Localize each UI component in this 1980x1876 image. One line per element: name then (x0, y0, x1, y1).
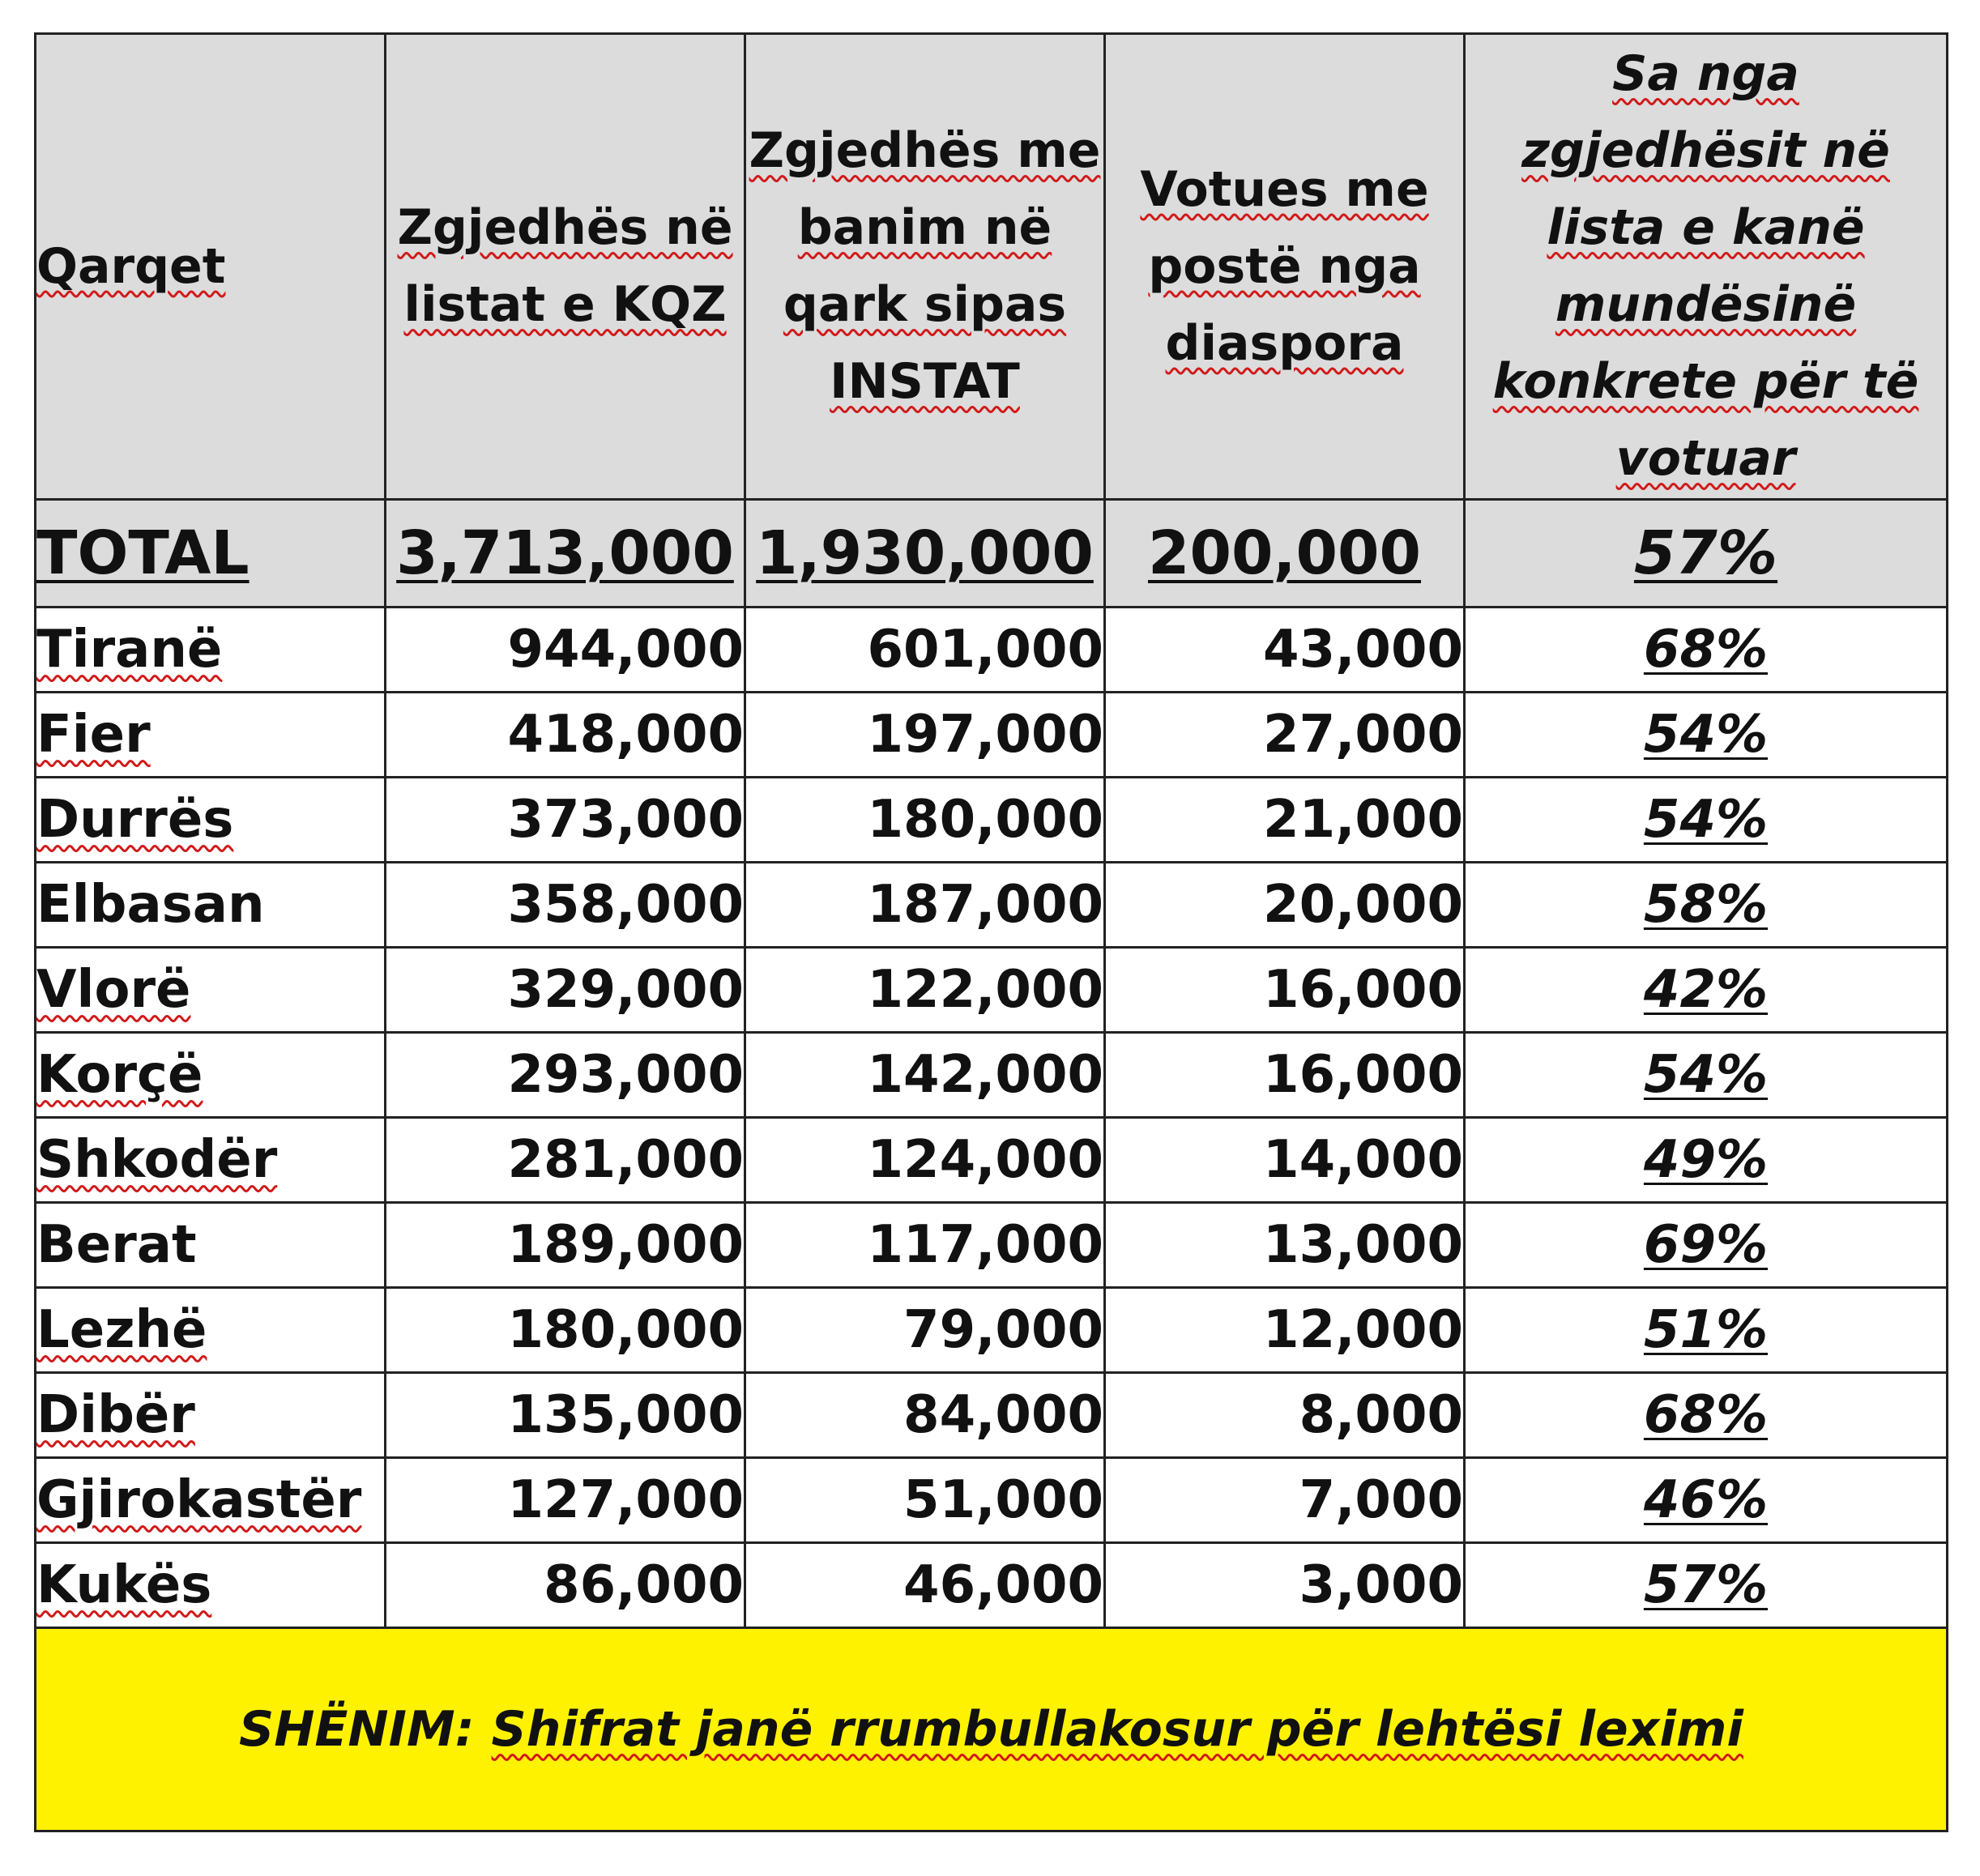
instat-cell: 46,000 (745, 1543, 1105, 1628)
share-cell: 42% (1465, 948, 1948, 1033)
share-cell: 54% (1465, 778, 1948, 863)
total-share: 57% (1465, 500, 1948, 608)
note-prefix: SHËNIM: (239, 1701, 475, 1758)
note-text: Shifrat janë rrumbullakosur për lehtësi leximi (491, 1701, 1743, 1758)
diaspora-cell: 7,000 (1105, 1458, 1465, 1543)
table-row (36, 778, 1948, 863)
share-cell: 51% (1465, 1288, 1948, 1373)
instat-cell: 142,000 (745, 1033, 1105, 1118)
total-instat: 1,930,000 (745, 500, 1105, 608)
instat-cell: 122,000 (745, 948, 1105, 1033)
share-cell: 58% (1465, 863, 1948, 948)
total-label: TOTAL (36, 500, 386, 608)
share-cell: 54% (1465, 693, 1948, 778)
qark-name: Gjirokastër (36, 1470, 362, 1530)
instat-cell: 124,000 (745, 1118, 1105, 1203)
header-instat: Zgjedhës me banim në qark sipas INSTAT (745, 34, 1105, 500)
qark-name: Berat (36, 1215, 197, 1275)
table-row (36, 608, 1948, 693)
qark-name: Kukës (36, 1555, 212, 1615)
qark-name: Tiranë (36, 620, 223, 680)
diaspora-cell: 16,000 (1105, 1033, 1465, 1118)
kqz-cell: 358,000 (386, 863, 745, 948)
header-qarqet: Qarqet (36, 34, 386, 500)
table-row (36, 693, 1948, 778)
qark-cell (36, 778, 386, 863)
table-row (36, 1033, 1948, 1118)
instat-cell: 601,000 (745, 608, 1105, 693)
kqz-cell: 180,000 (386, 1288, 745, 1373)
qark-name: Shkodër (36, 1130, 278, 1190)
diaspora-cell: 12,000 (1105, 1288, 1465, 1373)
qark-cell (36, 948, 386, 1033)
share-cell: 57% (1465, 1543, 1948, 1628)
table-row (36, 1288, 1948, 1373)
kqz-cell: 329,000 (386, 948, 745, 1033)
qark-name: Vlorë (36, 960, 191, 1020)
qark-cell (36, 1458, 386, 1543)
diaspora-cell: 43,000 (1105, 608, 1465, 693)
diaspora-cell: 20,000 (1105, 863, 1465, 948)
table-row (36, 1543, 1948, 1628)
qark-cell (36, 1373, 386, 1458)
kqz-cell: 944,000 (386, 608, 745, 693)
qark-cell (36, 1288, 386, 1373)
table-row (36, 1373, 1948, 1458)
diaspora-cell: 21,000 (1105, 778, 1465, 863)
diaspora-cell: 8,000 (1105, 1373, 1465, 1458)
qark-name: Elbasan (36, 875, 265, 935)
voters-table (34, 32, 1948, 1832)
diaspora-cell: 27,000 (1105, 693, 1465, 778)
total-row (36, 500, 1948, 608)
instat-cell: 197,000 (745, 693, 1105, 778)
diaspora-cell: 3,000 (1105, 1543, 1465, 1628)
table-row (36, 1458, 1948, 1543)
instat-cell: 180,000 (745, 778, 1105, 863)
table-row (36, 948, 1948, 1033)
kqz-cell: 373,000 (386, 778, 745, 863)
qark-cell (36, 863, 386, 948)
qark-name: Fier (36, 705, 151, 765)
share-cell: 68% (1465, 608, 1948, 693)
instat-cell: 79,000 (745, 1288, 1105, 1373)
qark-cell (36, 1118, 386, 1203)
kqz-cell: 189,000 (386, 1203, 745, 1288)
qark-name: Durrës (36, 790, 234, 850)
header-share: Sa nga zgjedhësit në lista e kanë mundësinë konkrete për të votuar (1465, 34, 1948, 500)
table-row (36, 863, 1948, 948)
header-diaspora: Votues me postë nga diaspora (1105, 34, 1465, 500)
instat-cell: 51,000 (745, 1458, 1105, 1543)
instat-cell: 84,000 (745, 1373, 1105, 1458)
instat-cell: 187,000 (745, 863, 1105, 948)
kqz-cell: 418,000 (386, 693, 745, 778)
table-row (36, 1203, 1948, 1288)
qark-cell (36, 1543, 386, 1628)
qark-cell (36, 608, 386, 693)
qark-name: Korçë (36, 1045, 203, 1105)
instat-cell: 117,000 (745, 1203, 1105, 1288)
kqz-cell: 293,000 (386, 1033, 745, 1118)
diaspora-cell: 13,000 (1105, 1203, 1465, 1288)
share-cell: 46% (1465, 1458, 1948, 1543)
diaspora-cell: 14,000 (1105, 1118, 1465, 1203)
share-cell: 54% (1465, 1033, 1948, 1118)
note-cell (36, 1628, 1948, 1831)
kqz-cell: 281,000 (386, 1118, 745, 1203)
share-cell: 69% (1465, 1203, 1948, 1288)
diaspora-cell: 16,000 (1105, 948, 1465, 1033)
total-diaspora: 200,000 (1105, 500, 1465, 608)
note-row (36, 1628, 1948, 1831)
kqz-cell: 86,000 (386, 1543, 745, 1628)
header-kqz: Zgjedhës në listat e KQZ (386, 34, 745, 500)
qark-name: Lezhë (36, 1300, 207, 1360)
qark-cell (36, 1203, 386, 1288)
qark-cell (36, 693, 386, 778)
qark-name: Dibër (36, 1385, 195, 1445)
share-cell: 68% (1465, 1373, 1948, 1458)
header-row (36, 34, 1948, 500)
share-cell: 49% (1465, 1118, 1948, 1203)
kqz-cell: 135,000 (386, 1373, 745, 1458)
total-kqz: 3,713,000 (386, 500, 745, 608)
table-row (36, 1118, 1948, 1203)
kqz-cell: 127,000 (386, 1458, 745, 1543)
qark-cell (36, 1033, 386, 1118)
